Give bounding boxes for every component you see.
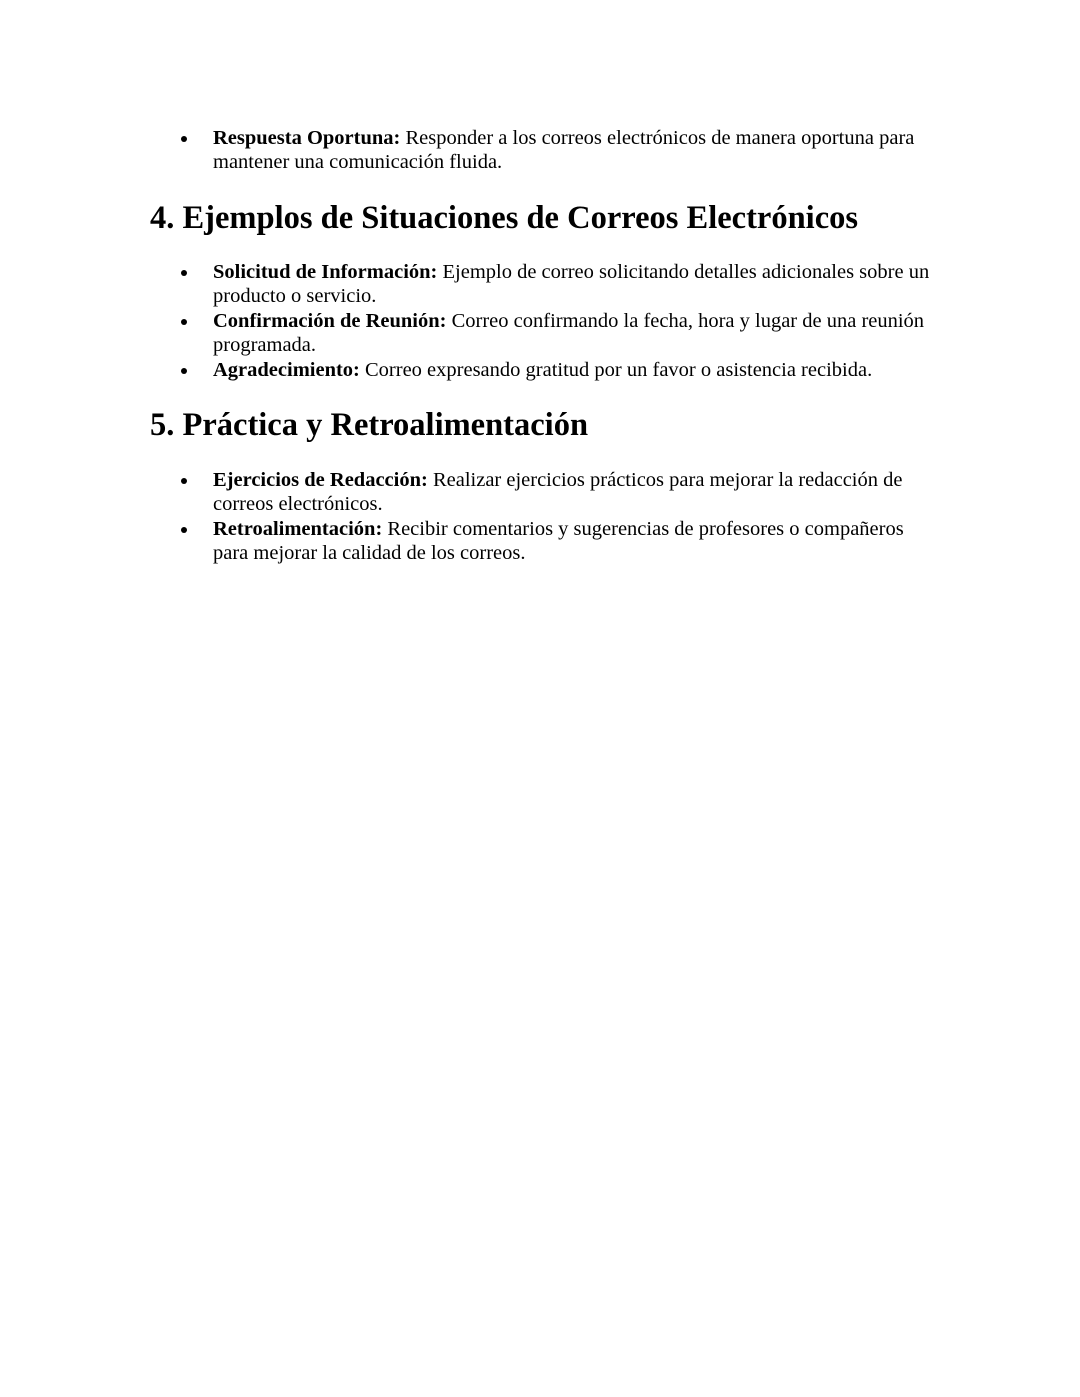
bullet-icon: [181, 136, 187, 142]
item-text: Ejemplo de correo solicitando detalles adicionales sobre un producto o servicio.: [213, 261, 930, 308]
list-item: [181, 468, 941, 517]
list-item: [181, 126, 941, 175]
item-term: Ejercicios de Redacción:: [213, 469, 428, 491]
bullet-icon: [181, 368, 187, 374]
section-heading-4: 4. Ejemplos de Situaciones de Correos Electrónicos: [150, 200, 859, 236]
list-item: [181, 358, 941, 382]
bullet-icon: [181, 478, 187, 484]
list-item: [181, 260, 941, 309]
item-term: Solicitud de Información:: [213, 261, 438, 283]
bullet-list-section-4: [181, 260, 941, 382]
item-term: Respuesta Oportuna:: [213, 127, 401, 149]
section-heading-5: 5. Práctica y Retroalimentación: [150, 407, 589, 443]
bullet-icon: [181, 527, 187, 533]
bullet-icon: [181, 270, 187, 276]
item-term: Confirmación de Reunión:: [213, 309, 447, 332]
list-item: [181, 517, 941, 566]
item-term: Agradecimiento:: [213, 358, 360, 381]
item-text: Recibir comentarios y sugerencias de profesores o compañeros para mejorar la calidad de los correos.: [213, 517, 904, 565]
bullet-list-top: [181, 126, 941, 175]
list-item: [181, 309, 941, 358]
bullet-icon: [181, 319, 187, 325]
item-text: Responder a los correos electrónicos de manera oportuna para mantener una comunicación fluida.: [213, 127, 915, 174]
item-text: Correo expresando gratitud por un favor o asistencia recibida.: [359, 358, 873, 381]
item-text: Realizar ejercicios prácticos para mejorar la redacción de correos electrónicos.: [213, 469, 903, 516]
item-term: Retroalimentación:: [213, 517, 383, 540]
bullet-list-section-5: [181, 468, 941, 566]
item-text: Correo confirmando la fecha, hora y lugar de una reunión programada.: [213, 309, 925, 357]
